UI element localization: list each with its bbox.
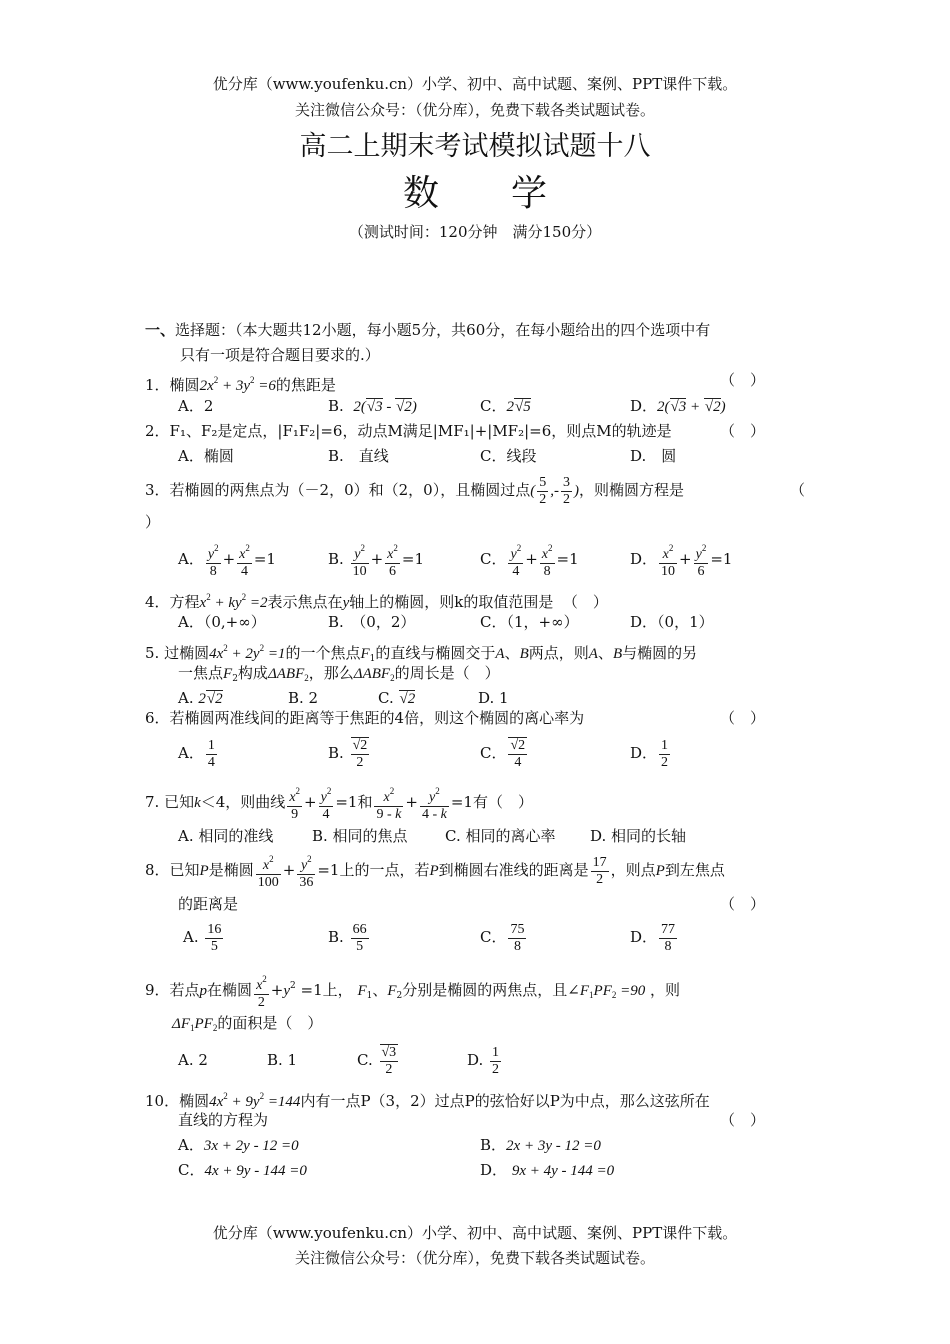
q2-option-c: C．线段 <box>480 447 537 465</box>
q4-option-a: A．（0,+∞） <box>178 613 266 631</box>
question-2: 2．F₁、F₂是定点，|F₁F₂|=6，动点M满足|MF₁|+|MF₂|=6，则点M的轨迹是 <box>145 422 672 440</box>
q4-option-c: C．（1，+∞） <box>480 613 579 631</box>
q1-option-a: A．2 <box>178 397 214 415</box>
q6-option-c: C． $\frac{√2}{4}$ <box>480 738 526 770</box>
footer-line-2: 关注微信公众号：（优分库），免费下载各类试题试卷。 <box>294 1249 655 1267</box>
question-8-line-2: 的距离是 <box>178 895 239 913</box>
q1-equation: $2x^2 + 3y^2 =6$ <box>199 375 276 394</box>
q3-option-d: D． $\frac{x^2}{10}$ + $\frac{y^2}{6}$ =1 <box>630 540 732 580</box>
q10-option-c: C．4x + 9y - 144 =0 <box>178 1161 307 1179</box>
question-4: 4．方程$x^2 + ky^2 =2$表示焦点在y轴上的椭圆，则k的取值范围是 （ ） <box>145 592 608 611</box>
question-10-line-2: 直线的方程为 <box>178 1111 269 1129</box>
q1-num: 1． <box>145 376 170 394</box>
q3-answer-paren: （ <box>790 481 806 499</box>
question-5-line-2: 一焦点$F_2$构成$\Delta ABF_2$，那么$\Delta ABF_2$的周长是（ ） <box>178 664 500 684</box>
question-6: 6．若椭圆两准线间的距离等于焦距的4倍，则这个椭圆的离心率为 <box>145 709 585 727</box>
q1-option-b: B. 2(√3 - √2) <box>328 397 417 415</box>
q10-option-b: B．2x + 3y - 12 =0 <box>480 1136 601 1154</box>
q5-option-b: B. 2 <box>288 689 319 707</box>
q6-option-b: B. $\frac{√2}{2}$ <box>328 738 368 770</box>
q9-option-c: C. $\frac{√3}{2}$ <box>357 1045 397 1077</box>
subject-title: 数 学 <box>402 173 547 214</box>
question-5: 5. 过椭圆$4x^2 + 2y^2 =1$的一个焦点$F_1$的直线与椭圆交于A、B两点，则A、B与椭圆的另 <box>145 643 698 664</box>
q1-option-c: C．2√5 <box>480 397 531 415</box>
q6-option-d: D． $\frac{1}{2}$ <box>630 737 669 770</box>
q1-option-d: D．2(√3 + √2) <box>630 397 726 415</box>
q8-option-b: B. $\frac{66}{5}$ <box>328 921 367 954</box>
q4-option-b: B. （0，2） <box>328 613 416 631</box>
q2-option-a: A．椭圆 <box>178 447 234 465</box>
q10-option-d: D． 9x + 4y - 144 =0 <box>480 1161 615 1179</box>
q3-stem-a: 3．若椭圆的两焦点为（－2，0）和（2，0），且椭圆过点 <box>145 481 531 499</box>
q1-stem-a: 椭圆 <box>169 376 200 394</box>
q8-option-d: D． $\frac{77}{8}$ <box>630 921 676 954</box>
question-10: 10．椭圆$4x^2 + 9y^2 =144$内有一点P（3，2）过点P的弦恰好以P为中点，那么这弦所在 <box>145 1091 710 1110</box>
q10-option-a: A．3x + 2y - 12 =0 <box>178 1136 299 1154</box>
section-number: 一、 <box>145 321 176 339</box>
q6-answer-paren: （ ） <box>719 709 765 727</box>
q7-option-b: B. 相同的焦点 <box>312 827 408 845</box>
q3-option-c: C． $\frac{y^2}{4}$ + $\frac{x^2}{8}$ =1 <box>480 540 579 580</box>
q1-stem-b: 的焦距是 <box>275 376 336 394</box>
header-line-2: 关注微信公众号：（优分库），免费下载各类试题试卷。 <box>294 101 655 119</box>
q8-answer-paren: （ ） <box>719 895 765 913</box>
q9-option-a: A. 2 <box>178 1051 208 1069</box>
q7-option-d: D. 相同的长轴 <box>590 827 687 845</box>
section-text: 选择题：（本大题共12小题，每小题5分，共60分，在每小题给出的四个选项中有 <box>175 321 711 339</box>
question-8: 8．已知P是椭圆 $\frac{x^2}{100}$ + $\frac{y^2}{36}$ =1上的一点，若P到椭圆右准线的距离是 $\frac{17}{2}$ ，则点P到左焦点 <box>145 850 725 891</box>
q5-option-a: A. 2√2 <box>178 689 223 707</box>
exam-info: （测试时间：120分钟 满分150分） <box>348 223 602 241</box>
q4-answer-paren: （ ） <box>562 593 608 611</box>
q4-option-d: D．（0，1） <box>630 613 714 631</box>
q7-option-c: C. 相同的离心率 <box>445 827 556 845</box>
q5-option-c: C. √2 <box>378 689 416 707</box>
footer-line-1: 优分库（www.youfenku.cn）小学、初中、高中试题、案例、PPT课件下载。 <box>212 1224 738 1242</box>
q7-option-a: A. 相同的准线 <box>178 827 274 845</box>
q3-stem-b: ，则椭圆方程是 <box>578 481 684 499</box>
question-3: 3．若椭圆的两焦点为（－2，0）和（2，0），且椭圆过点( $\frac{5}{2}$ ,- $\frac{3}{2}$ )，则椭圆方程是 <box>145 474 684 507</box>
q5-option-d: D. 1 <box>478 689 509 707</box>
q3-option-b: B. $\frac{y^2}{10}$ + $\frac{x^2}{6}$ =1 <box>328 540 424 580</box>
question-9-line-2: $\Delta F_1PF_2$的面积是（ ） <box>172 1014 323 1033</box>
header-line-1: 优分库（www.youfenku.cn）小学、初中、高中试题、案例、PPT课件下载。 <box>212 75 738 93</box>
q3-answer-paren-close: ） <box>145 513 161 531</box>
q3-frac-y: $\frac{3}{2}$ <box>562 474 570 507</box>
q1-answer-paren: （ ） <box>719 371 765 389</box>
q3-frac-x: $\frac{5}{2}$ <box>539 474 547 507</box>
q2-option-d: D. 圆 <box>630 447 677 465</box>
q3-option-a: A． $\frac{y^2}{8}$ + $\frac{x^2}{4}$ =1 <box>178 540 276 580</box>
q6-option-a: A． $\frac{1}{4}$ <box>178 737 215 770</box>
section-text-2: 只有一项是符合题目要求的.） <box>180 346 380 364</box>
q2-option-b: B. 直线 <box>328 447 389 465</box>
q2-answer-paren: （ ） <box>719 422 765 440</box>
q9-option-b: B. 1 <box>267 1051 298 1069</box>
q9-option-d: D. $\frac{1}{2}$ <box>467 1044 500 1077</box>
question-9: 9．若点p在椭圆 $\frac{x^2}{2}$ $+y^2 =1$上， $F_1$、$F_2$分别是椭圆的两焦点，且$\angle F_1PF_2 =90$ ，则 <box>145 966 680 1016</box>
page-title: 高二上期末考试模拟试题十八 <box>299 131 651 162</box>
section-heading <box>145 320 710 340</box>
q10-answer-paren: （ ） <box>719 1111 765 1129</box>
question-7: 7. 已知k＜4，则曲线 $\frac{x^2}{9}$ + $\frac{y^2}{4}$ =1和 $\frac{x^2}{9 - k}$ + $\frac{y^2}{4 - k}$ =1有（ ） <box>145 782 533 823</box>
question-1 <box>145 370 336 396</box>
q8-option-a: A. $\frac{16}{5}$ <box>183 921 222 954</box>
q8-option-c: C． $\frac{75}{8}$ <box>480 921 525 954</box>
